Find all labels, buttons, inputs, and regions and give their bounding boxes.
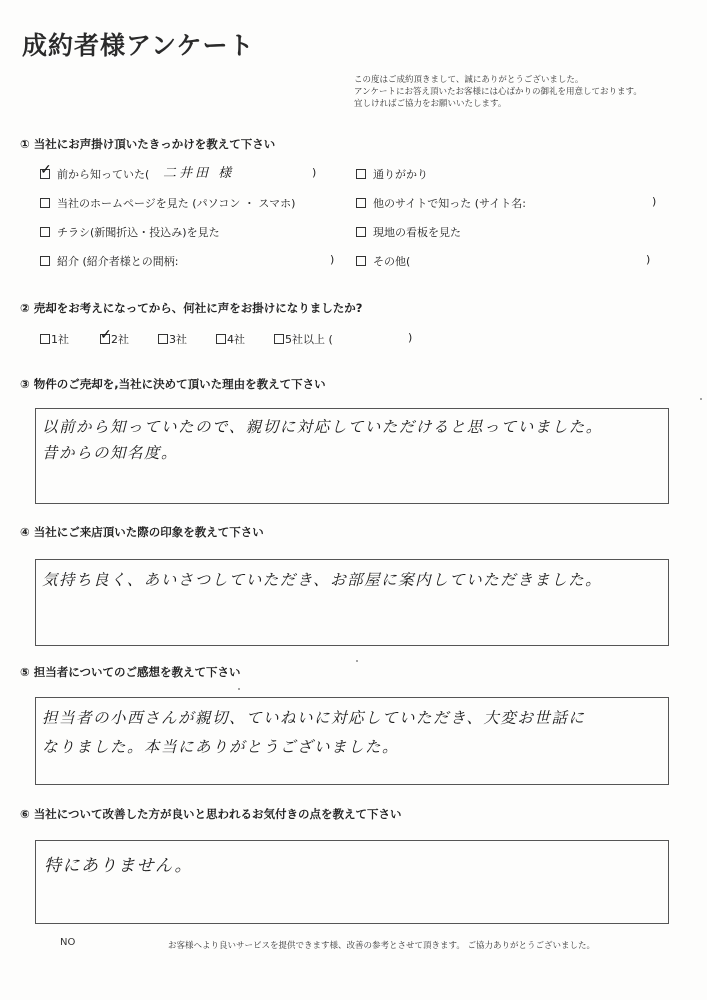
option-2-companies[interactable] [100,327,129,347]
checkbox[interactable] [274,334,284,344]
question-2: ② 売却をお考えになってから、何社に声をお掛けになりましたか? [20,301,363,315]
scan-speck [238,688,240,690]
option-label: 4社 [227,333,245,346]
intro-text [354,74,694,110]
answer-box-6[interactable] [35,840,669,924]
option-4-companies[interactable] [216,331,245,347]
option-flyer[interactable] [40,224,220,240]
handwritten-answer: 気持ち良く、あいさつしていただき、お部屋に案内していただきました。 [42,571,603,589]
option-1-company[interactable] [40,331,69,347]
option-knew-before[interactable] [40,162,150,182]
scan-speck [356,660,358,662]
option-label: 2社 [111,333,129,346]
page-title: 成約者様アンケート [22,31,255,60]
option-label: その他( [373,255,411,268]
checkbox[interactable] [40,334,50,344]
tick-mark-icon: ✓ [40,162,52,178]
tick-mark-icon: ✓ [100,327,112,343]
handwritten-answer: 担当者の小西さんが親切、ていねいに対応していただき、大変お世話に [42,709,586,727]
option-other[interactable] [356,253,410,269]
option-label: 1社 [51,333,69,346]
handwritten-name: 二井田 様 [163,166,235,181]
paren-close: ) [312,166,317,179]
option-other-site[interactable] [356,195,526,211]
number-label: NO [60,937,76,948]
checkbox[interactable] [158,334,168,344]
option-passing-by[interactable] [356,166,428,182]
checkbox[interactable] [356,227,366,237]
checkbox-checked[interactable] [40,162,52,179]
intro-line: アンケートにお答え頂いたお客様には心ばかりの御礼を用意しております。 [354,87,642,97]
option-label: 他のサイトで知った (サイト名: [373,197,526,210]
option-homepage[interactable] [40,195,295,211]
option-referral[interactable] [40,253,179,269]
question-4: ④ 当社にご来店頂いた際の印象を教えて下さい [20,525,264,539]
option-label: 当社のホームページを見た (パソコン ・ スマホ) [57,197,296,210]
option-label: チラシ(新聞折込・投込み)を見た [57,226,220,239]
scan-speck [700,398,702,400]
handwritten-answer: なりました。本当にありがとうございました。 [42,738,400,756]
footer-message: お客様へより良いサービスを提供できます様、改善の参考とさせて頂きます。 ご協力ありがとうございました。 [168,941,596,951]
checkbox[interactable] [356,198,366,208]
paren-close: ) [330,253,335,266]
option-3-companies[interactable] [158,331,187,347]
paren-close: ) [652,195,657,208]
intro-line: この度はご成約頂きまして、誠にありがとうございました。 [354,75,584,85]
checkbox[interactable] [356,256,366,266]
option-label: 現地の看板を見た [373,226,461,239]
question-3: ③ 物件のご売却を,当社に決めて頂いた理由を教えて下さい [20,377,326,391]
option-label: 通りがかり [373,168,428,181]
answer-box-5[interactable] [35,697,669,785]
question-5: ⑤ 担当者についてのご感想を教えて下さい [20,665,241,679]
option-label: 紹介 (紹介者様との間柄: [57,255,179,268]
checkbox[interactable] [40,227,50,237]
question-1: ① 当社にお声掛け頂いたきっかけを教えて下さい [20,137,276,151]
paren-close: ) [646,253,651,266]
intro-line: 宜しければご協力をお願いいたします。 [354,99,507,109]
option-label: 3社 [169,333,187,346]
checkbox[interactable] [40,256,50,266]
option-label: 5社以上 ( [285,333,333,346]
question-6: ⑥ 当社について改善した方が良いと思われるお気付きの点を教えて下さい [20,807,402,821]
option-signboard[interactable] [356,224,461,240]
option-5-plus-companies[interactable] [274,331,333,347]
answer-box-4[interactable] [35,559,669,646]
checkbox[interactable] [40,198,50,208]
checkbox-checked[interactable] [100,327,112,344]
checkbox[interactable] [216,334,226,344]
handwritten-answer: 特にありません。 [44,856,194,876]
handwritten-answer: 以前から知っていたので、親切に対応していただけると思っていました。 [42,418,603,436]
option-label: 前から知っていた( [57,168,150,181]
paren-close: ) [408,331,413,344]
answer-box-3[interactable] [35,408,669,504]
handwritten-answer: 昔からの知名度。 [42,444,179,462]
checkbox[interactable] [356,169,366,179]
